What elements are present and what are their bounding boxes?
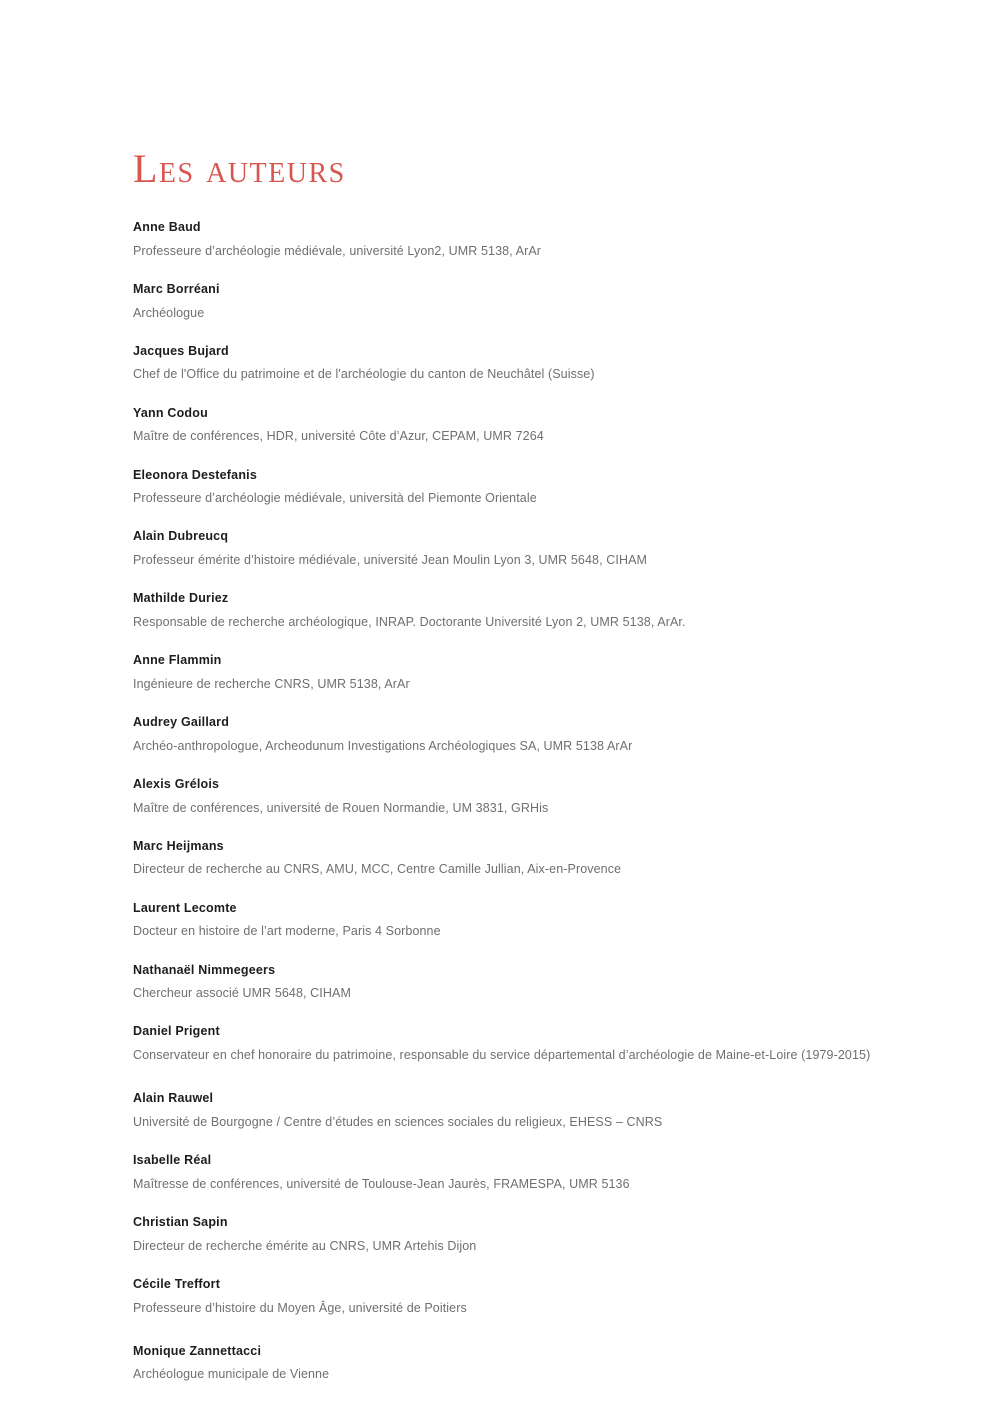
author-affiliation: Directeur de recherche au CNRS, AMU, MCC, Centre Camille Jullian, Aix-en-Provence xyxy=(133,862,622,877)
author-affiliation: Professeure d’archéologie médiévale, université Lyon2, UMR 5138, ArAr xyxy=(133,243,542,258)
author-name: Marc Borréani xyxy=(133,281,220,296)
author-entry xyxy=(133,220,893,262)
author-name: Cécile Treffort xyxy=(133,1276,221,1291)
author-name: Marc Heijmans xyxy=(133,838,224,853)
author-name: Alain Rauwel xyxy=(133,1091,214,1106)
author-affiliation: Professeure d’histoire du Moyen Âge, université de Poitiers xyxy=(133,1300,467,1315)
page-title: Les auteurs xyxy=(133,145,346,191)
author-entry xyxy=(133,963,893,1005)
author-entry xyxy=(133,591,893,633)
author-entry xyxy=(133,282,893,324)
author-affiliation: Université de Bourgogne / Centre d’études en sciences sociales du religieux, EHESS – CNRS xyxy=(133,1114,663,1129)
author-entry xyxy=(133,529,893,571)
author-entry xyxy=(133,1344,893,1386)
author-name: Alain Dubreucq xyxy=(133,529,229,544)
author-affiliation: Docteur en histoire de l’art moderne, Paris 4 Sorbonne xyxy=(133,924,441,939)
author-entry xyxy=(133,406,893,448)
author-name: Isabelle Réal xyxy=(133,1153,212,1168)
author-affiliation: Maître de conférences, HDR, université Côte d’Azur, CEPAM, UMR 7264 xyxy=(133,429,544,444)
author-name: Alexis Grélois xyxy=(133,776,220,791)
author-name: Anne Flammin xyxy=(133,653,222,668)
author-affiliation: Archéologue municipale de Vienne xyxy=(133,1367,330,1382)
author-affiliation: Chercheur associé UMR 5648, CIHAM xyxy=(133,986,351,1001)
author-affiliation: Maîtresse de conférences, université de Toulouse-Jean Jaurès, FRAMESPA, UMR 5136 xyxy=(133,1176,630,1191)
author-name: Jacques Bujard xyxy=(133,343,229,358)
author-affiliation: Archéologue xyxy=(133,305,205,320)
authors-list xyxy=(133,220,893,1406)
author-affiliation: Responsable de recherche archéologique, INRAP. Doctorante Université Lyon 2, UMR 5138, ArAr. xyxy=(133,614,686,629)
author-entry xyxy=(133,1215,893,1257)
author-affiliation: Professeur émérite d’histoire médiévale, université Jean Moulin Lyon 3, UMR 5648, CIHAM xyxy=(133,553,648,567)
author-entry xyxy=(133,1024,893,1066)
author-name: Eleonora Destefanis xyxy=(133,467,257,482)
author-entry xyxy=(133,839,893,881)
author-name: Anne Baud xyxy=(133,220,201,234)
author-affiliation: Professeure d’archéologie médiévale, università del Piemonte Orientale xyxy=(133,491,537,506)
author-entry xyxy=(133,344,893,386)
author-name: Monique Zannettacci xyxy=(133,1343,262,1358)
author-affiliation: Directeur de recherche émérite au CNRS, UMR Artehis Dijon xyxy=(133,1238,477,1253)
author-entry xyxy=(133,1277,893,1319)
author-entry xyxy=(133,715,893,757)
author-name: Mathilde Duriez xyxy=(133,591,229,606)
author-name: Christian Sapin xyxy=(133,1215,228,1229)
author-affiliation: Chef de l'Office du patrimoine et de l'archéologie du canton de Neuchâtel (Suisse) xyxy=(133,367,595,382)
author-entry xyxy=(133,777,893,819)
author-name: Yann Codou xyxy=(133,405,208,420)
author-affiliation: Conservateur en chef honoraire du patrimoine, responsable du service départemental d’archéologie de Maine-et-Loire (1979-2015) xyxy=(133,1048,871,1062)
author-entry xyxy=(133,468,893,510)
author-entry xyxy=(133,653,893,695)
author-entry xyxy=(133,901,893,943)
author-name: Audrey Gaillard xyxy=(133,715,230,729)
author-name: Daniel Prigent xyxy=(133,1024,220,1039)
author-entry xyxy=(133,1153,893,1195)
author-name: Nathanaël Nimmegeers xyxy=(133,962,276,977)
author-affiliation: Archéo-anthropologue, Archeodunum Investigations Archéologiques SA, UMR 5138 ArAr xyxy=(133,738,633,753)
author-entry xyxy=(133,1091,893,1133)
author-name: Laurent Lecomte xyxy=(133,900,237,915)
author-affiliation: Maître de conférences, université de Rouen Normandie, UM 3831, GRHis xyxy=(133,800,549,815)
author-affiliation: Ingénieure de recherche CNRS, UMR 5138, ArAr xyxy=(133,676,410,691)
